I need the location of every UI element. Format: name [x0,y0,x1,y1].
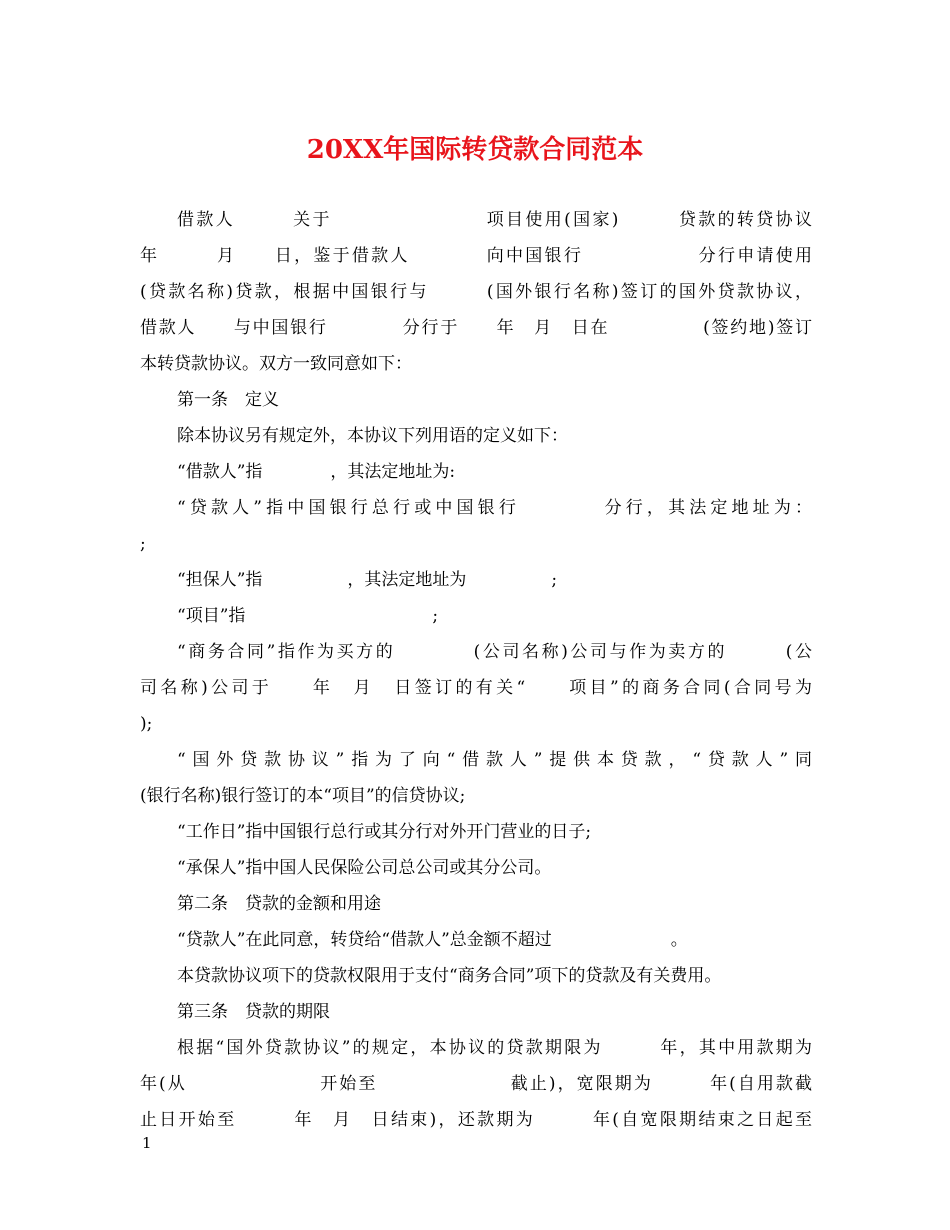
paragraph-line: (银行名称)银行签订的本“项目”的信贷协议; [140,786,466,806]
article-heading: 第三条 贷款的期限 [177,1002,330,1022]
article-heading: 第二条 贷款的金额和用途 [177,894,381,914]
paragraph-line: 除本协议另有规定外，本协议下列用语的定义如下： [177,426,568,446]
paragraph-line: “借款人”指 ，其法定地址为: [177,462,456,482]
paragraph-line: “工作日”指中国银行总行或其分行对外开门营业的日子; [177,822,592,842]
paragraph-line: “国外贷款协议”指为了向“借款人”提供本贷款，“贷款人”同 [177,750,812,770]
paragraph-line: 根据“国外贷款协议”的规定，本协议的贷款期限为 年，其中用款期为 [177,1038,812,1058]
paragraph-line: 借款人 与中国银行 分行于 年 月 日在 (签约地)签订 [140,318,812,338]
paragraph-line: (贷款名称)贷款，根据中国银行与 (国外银行名称)签订的国外贷款协议， [140,282,812,302]
paragraph-line: 止日开始至 年 月 日结束)，还款期为 年(自宽限期结束之日起至 [140,1110,812,1130]
paragraph-line: “承保人”指中国人民保险公司总公司或其分公司。 [177,858,552,878]
paragraph-line: “贷款人”指中国银行总行或中国银行 分行，其法定地址为： [177,498,812,518]
paragraph-line: 司名称)公司于 年 月 日签订的有关“ 项目”的商务合同(合同号为 [140,678,812,698]
page-number: 1 [142,1134,152,1152]
paragraph-line: 年(从 开始至 截止)，宽限期为 年(自用款截 [140,1074,812,1094]
paragraph-line: ; [140,534,146,554]
paragraph-line: 年 月 日，鉴于借款人 向中国银行 分行申请使用 [140,246,812,266]
paragraph-line: ); [140,714,153,734]
paragraph-line: “担保人”指 ，其法定地址为 ; [177,570,558,590]
article-heading: 第一条 定义 [177,390,279,410]
paragraph-line: 借款人 关于 项目使用(国家) 贷款的转贷协议 [177,210,812,230]
paragraph-line: 本贷款协议项下的贷款权限用于支付“商务合同”项下的贷款及有关费用。 [177,966,722,986]
paragraph-line: “贷款人”在此同意，转贷给“借款人”总金额不超过 。 [177,930,688,950]
paragraph-line: “商务合同”指作为买方的 (公司名称)公司与作为卖方的 (公 [177,642,812,662]
page-title: 20XX年国际转贷款合同范本 [306,135,644,165]
paragraph-line: “项目”指 ; [177,606,439,626]
paragraph-line: 本转贷款协议。双方一致同意如下： [140,354,412,374]
